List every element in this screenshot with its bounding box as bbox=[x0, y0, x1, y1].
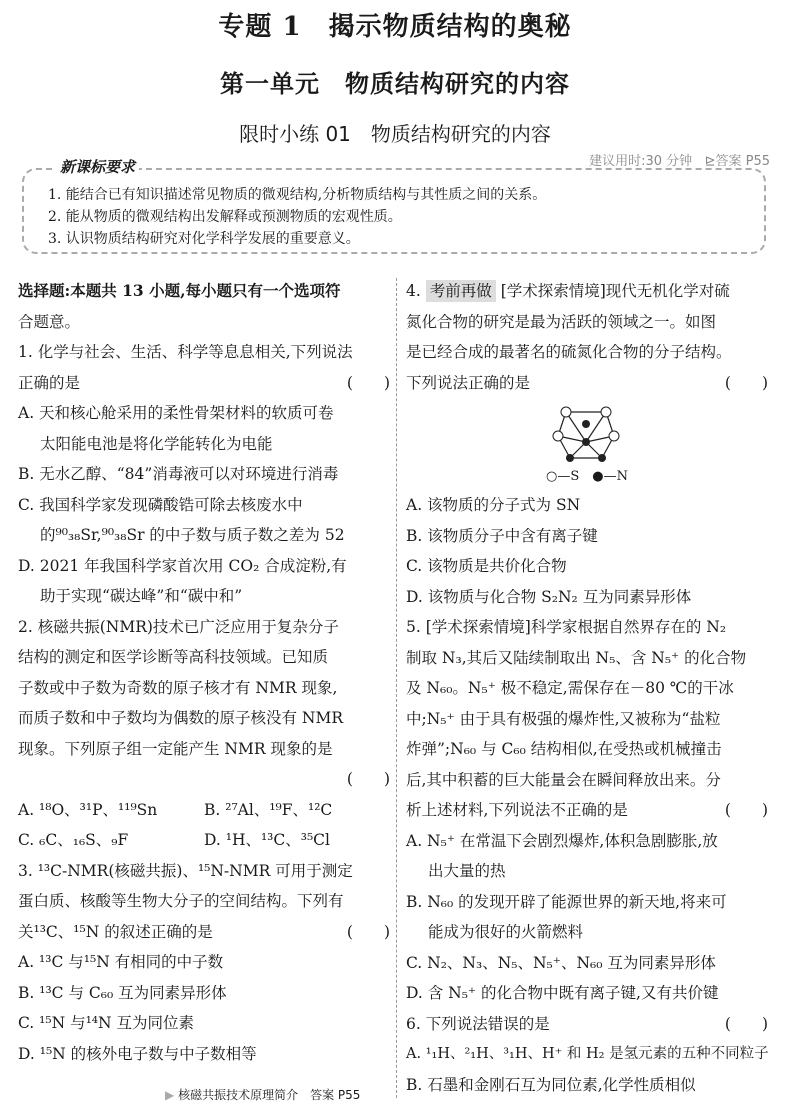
q5-stem-line: 后,其中积蓄的巨大能量会在瞬间释放出来。分 bbox=[406, 770, 721, 789]
answer-bracket[interactable]: ( ) bbox=[346, 770, 390, 788]
topic-title: 专题 1 揭示物质结构的奥秘 bbox=[218, 12, 572, 42]
q1-option-d[interactable]: D. 2021 年我国科学家首次用 CO₂ 合成淀粉,有 bbox=[18, 556, 347, 575]
q5-option-c[interactable]: C. N₂、N₃、N₅、N₅⁺、N₆₀ 互为同素异形体 bbox=[406, 953, 716, 972]
q5-stem-line: 中;N₅⁺ 由于具有极强的爆炸性,又被称为“盐粒 bbox=[406, 709, 721, 728]
q2-bracket-line bbox=[18, 764, 390, 795]
q1-option-b[interactable]: B. 无水乙醇、“84”消毒液可以对环境进行消毒 bbox=[18, 465, 339, 483]
unit-title: 第一单元 物质结构研究的内容 bbox=[220, 69, 570, 98]
footer-text: 核磁共振技术原理简介 答案 P55 bbox=[178, 1088, 361, 1102]
q2-options-ab bbox=[18, 795, 390, 826]
answer-bracket[interactable]: ( ) bbox=[724, 1014, 768, 1033]
q2-option-d[interactable]: D. ¹H、¹³C、³⁵Cl bbox=[204, 831, 330, 849]
q5-stem-line: 制取 N₃,其后又陆续制取出 N₅、含 N₅⁺ 的化合物 bbox=[406, 648, 747, 667]
q2-stem-line: 而质子数和中子数均为偶数的原子核没有 NMR bbox=[18, 709, 344, 727]
q4-option-a[interactable]: A. 该物质的分子式为 SN bbox=[406, 496, 581, 514]
q2-stem-line: 子数或中子数为奇数的原子核才有 NMR 现象, bbox=[18, 678, 338, 697]
q5-stem-line: 炸弹”;N₆₀ 与 C₆₀ 结构相似,在受热或机械撞击 bbox=[406, 740, 722, 758]
q2-stem-line: 结构的测定和医学诊断等高科技领域。已知质 bbox=[18, 648, 329, 666]
molecule-figure bbox=[406, 398, 768, 490]
q5-stem-line: 及 N₆₀。N₅⁺ 极不稳定,需保存在－80 ℃的干冰 bbox=[406, 679, 734, 697]
q2-stem: 2. 核磁共振(NMR)技术已广泛应用于复杂分子 bbox=[18, 617, 339, 636]
review-tag: 考前再做 bbox=[426, 280, 496, 302]
q1-stem-end: 正确的是 ( ) bbox=[18, 368, 390, 399]
q6-option-b[interactable]: B. 石墨和金刚石互为同位素,化学性质相似 bbox=[406, 1075, 696, 1094]
q4-stem: 4. 考前再做 [学术探索情境]现代无机化学对硫 bbox=[406, 282, 730, 300]
q5-stem: 5. [学术探索情境]科学家根据自然界存在的 N₂ bbox=[406, 618, 727, 636]
q5-option-b-cont: 能成为很好的火箭燃料 bbox=[428, 923, 584, 941]
q1-option-a-cont: 太阳能电池是将化学能转化为电能 bbox=[40, 434, 273, 453]
answer-bracket[interactable]: ( ) bbox=[346, 373, 390, 392]
requirement-item: 1. 能结合已有知识描述常见物质的微观结构,分析物质结构与其性质之间的关系。 bbox=[48, 187, 547, 203]
answer-bracket[interactable]: ( ) bbox=[724, 373, 768, 392]
q3-option-c[interactable]: C. ¹⁵N 与¹⁴N 互为同位素 bbox=[18, 1014, 194, 1032]
q2-option-b[interactable]: B. ²⁷Al、¹⁹F、¹²C bbox=[204, 800, 333, 819]
q3-stem-end: 关¹³C、¹⁵N 的叙述正确的是 ( ) bbox=[18, 917, 390, 948]
q1-option-d-cont: 助于实现“碳达峰”和“碳中和” bbox=[40, 587, 243, 605]
time-answer-meta bbox=[589, 150, 770, 169]
answer-bracket[interactable]: ( ) bbox=[346, 922, 390, 941]
q6-stem: 6. 下列说法错误的是 ( ) bbox=[406, 1009, 768, 1040]
q1-option-c-cont: 的⁹⁰₃₈Sr,⁹⁰₃₈Sr 的中子数与质子数之差为 52 bbox=[40, 526, 345, 544]
section-intro-cont: 合题意。 bbox=[18, 312, 81, 331]
q3-stem: 3. ¹³C-NMR(核磁共振)、¹⁵N-NMR 可用于测定 bbox=[18, 861, 353, 880]
q4-stem-line: 氮化合物的研究是最为活跃的领域之一。如图 bbox=[406, 312, 717, 331]
practice-title: 限时小练 01 物质结构研究的内容 bbox=[239, 122, 551, 146]
footer-note[interactable] bbox=[165, 1086, 360, 1103]
suggested-time: 建议用时:30 分钟 bbox=[589, 154, 693, 169]
requirement-item: 2. 能从物质的微观结构出发解释或预测物质的宏观性质。 bbox=[48, 209, 402, 225]
q6-option-a[interactable]: A. ¹₁H、²₁H、³₁H、H⁺ 和 H₂ 是氢元素的五种不同粒子 bbox=[406, 1046, 769, 1062]
q1-option-c[interactable]: C. 我国科学家发现磷酸锆可除去核废水中 bbox=[18, 495, 303, 514]
q4-option-b[interactable]: B. 该物质分子中含有离子键 bbox=[406, 526, 598, 545]
right-column bbox=[406, 276, 768, 1100]
requirement-item: 3. 认识物质结构研究对化学科学发展的重要意义。 bbox=[48, 231, 360, 247]
requirements-list bbox=[48, 184, 546, 250]
molecule-legend: ○—S ●—N bbox=[546, 469, 628, 484]
q5-option-a-cont: 出大量的热 bbox=[428, 862, 506, 880]
q5-option-b[interactable]: B. N₆₀ 的发现开辟了能源世界的新天地,将来可 bbox=[406, 892, 727, 911]
q2-option-a[interactable]: A. ¹⁸O、³¹P、¹¹⁹Sn bbox=[18, 800, 158, 819]
section-intro: 选择题:本题共 13 小题,每小题只有一个选项符 bbox=[18, 281, 341, 300]
q2-stem-line: 现象。下列原子组一定能产生 NMR 现象的是 bbox=[18, 739, 333, 758]
answer-link[interactable]: ⊵答案 P55 bbox=[704, 154, 770, 169]
q2-option-c[interactable]: C. ₆C、₁₆S、₉F bbox=[18, 831, 129, 849]
q4-option-c[interactable]: C. 该物质是共价化合物 bbox=[406, 557, 567, 575]
play-arrow-icon: ▶ bbox=[165, 1088, 175, 1102]
q3-option-a[interactable]: A. ¹³C 与¹⁵N 有相同的中子数 bbox=[18, 953, 224, 971]
context-label: [学术探索情境] bbox=[425, 618, 531, 636]
context-label: [学术探索情境] bbox=[500, 282, 606, 300]
q4-option-d[interactable]: D. 该物质与化合物 S₂N₂ 互为同素异形体 bbox=[406, 587, 692, 606]
left-column bbox=[18, 276, 390, 1069]
q4-stem-end: 下列说法正确的是 ( ) bbox=[406, 368, 768, 399]
q2-options-cd bbox=[18, 825, 390, 856]
q3-stem-line: 蛋白质、核酸等生物大分子的空间结构。下列有 bbox=[18, 892, 344, 910]
q1-stem: 1. 化学与社会、生活、科学等息息相关,下列说法 bbox=[18, 343, 353, 361]
answer-bracket[interactable]: ( ) bbox=[724, 801, 768, 819]
q5-option-a[interactable]: A. N₅⁺ 在常温下会剧烈爆炸,体积急剧膨胀,放 bbox=[406, 831, 718, 850]
q5-stem-end: 析上述材料,下列说法不正确的是 ( ) bbox=[406, 795, 768, 826]
column-divider bbox=[396, 278, 397, 1098]
q4-stem-line: 是已经合成的最著名的硫氮化合物的分子结构。 bbox=[406, 343, 732, 361]
q1-option-a[interactable]: A. 天和核心舱采用的柔性骨架材料的软质可卷 bbox=[18, 404, 334, 422]
q5-option-d[interactable]: D. 含 N₅⁺ 的化合物中既有离子键,又有共价键 bbox=[406, 984, 719, 1002]
q3-option-d[interactable]: D. ¹⁵N 的核外电子数与中子数相等 bbox=[18, 1044, 257, 1063]
requirements-title: 新课标要求 bbox=[56, 156, 139, 177]
q3-option-b[interactable]: B. ¹³C 与 C₆₀ 互为同素异形体 bbox=[18, 983, 227, 1002]
